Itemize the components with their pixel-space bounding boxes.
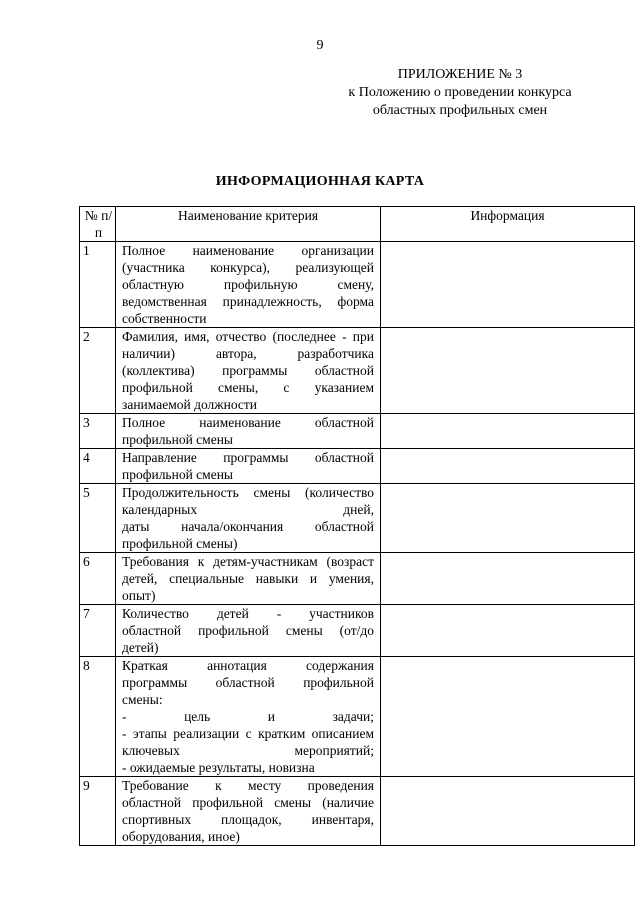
criterion-text-line: наличии) автора, разработчика xyxy=(122,346,374,361)
criterion-text-line: (участника конкурса), реализующей xyxy=(122,260,374,275)
table-row xyxy=(80,242,635,328)
criterion-text-line: спортивных площадок, инвентаря, xyxy=(122,812,374,827)
criterion-text-line: профильной смены xyxy=(122,432,233,447)
criterion-text-line: оборудования, иное) xyxy=(122,829,240,844)
criterion-cell xyxy=(116,553,381,605)
criterion-cell xyxy=(116,777,381,846)
table-row xyxy=(80,449,635,484)
criterion-cell xyxy=(116,414,381,449)
criterion-text-line: Требования к детям-участникам (возраст xyxy=(122,554,374,569)
criterion-text-line: - этапы реализации с кратким описанием xyxy=(122,726,374,741)
criterion-text-line: даты начала/окончания областной xyxy=(122,519,374,534)
row-number: 3 xyxy=(80,414,116,449)
table-row xyxy=(80,414,635,449)
information-cell[interactable] xyxy=(381,553,635,605)
criterion-cell xyxy=(116,242,381,328)
criterion-text-line: Продолжительность смены (количество xyxy=(122,485,374,500)
criterion-text-line: Полное наименование областной xyxy=(122,415,374,430)
criterion-text-line: - ожидаемые результаты, новизна xyxy=(122,760,315,775)
criterion-cell xyxy=(116,449,381,484)
criterion-text-line: Количество детей - участников xyxy=(122,606,374,621)
criterion-cell xyxy=(116,657,381,777)
appendix-block xyxy=(320,66,600,120)
page-number: 9 xyxy=(316,38,324,53)
table-row xyxy=(80,553,635,605)
information-cell[interactable] xyxy=(381,605,635,657)
information-cell[interactable] xyxy=(381,242,635,328)
appendix-line-2: к Положению о проведении конкурса xyxy=(348,85,572,100)
information-card-table xyxy=(79,206,635,846)
row-number: 7 xyxy=(80,605,116,657)
header-criterion: Наименование критерия xyxy=(116,207,381,242)
appendix-line-1: ПРИЛОЖЕНИЕ № 3 xyxy=(397,67,523,82)
row-number: 5 xyxy=(80,484,116,553)
criterion-text-line: (коллектива) программы областной xyxy=(122,363,374,378)
criterion-text-line: областную профильную смену, xyxy=(122,277,374,292)
criterion-text-line: смены: xyxy=(122,692,163,707)
table-row xyxy=(80,657,635,777)
table-row xyxy=(80,484,635,553)
information-cell[interactable] xyxy=(381,414,635,449)
criterion-text-line: календарных дней, xyxy=(122,502,374,517)
information-cell[interactable] xyxy=(381,484,635,553)
criterion-text-line: программы областной профильной xyxy=(122,675,374,690)
criterion-text-line: - цель и задачи; xyxy=(122,709,374,724)
row-number: 8 xyxy=(80,657,116,777)
criterion-text-line: областной профильной смены (наличие xyxy=(122,795,374,810)
criterion-text-line: собственности xyxy=(122,311,207,326)
criterion-text-line: ключевых мероприятий; xyxy=(122,743,374,758)
criterion-text-line: Направление программы областной xyxy=(122,450,374,465)
criterion-text-line: Требование к месту проведения xyxy=(122,778,374,793)
table-row xyxy=(80,777,635,846)
table-row xyxy=(80,605,635,657)
document-title: ИНФОРМАЦИОННАЯ КАРТА xyxy=(215,174,425,189)
information-cell[interactable] xyxy=(381,777,635,846)
row-number: 4 xyxy=(80,449,116,484)
table-row xyxy=(80,328,635,414)
criterion-text-line: ведомственная принадлежность, форма xyxy=(122,294,374,309)
header-number: № п/п xyxy=(80,207,116,242)
row-number: 9 xyxy=(80,777,116,846)
information-cell[interactable] xyxy=(381,449,635,484)
criterion-text-line: профильной смены xyxy=(122,467,233,482)
criterion-text-line: профильной смены) xyxy=(122,536,238,551)
criterion-text-line: Полное наименование организации xyxy=(122,243,374,258)
criterion-text-line: профильной смены, с указанием xyxy=(122,380,374,395)
criterion-text-line: областной профильной смены (от/до xyxy=(122,623,374,638)
information-cell[interactable] xyxy=(381,328,635,414)
criterion-cell xyxy=(116,484,381,553)
criterion-text-line: детей) xyxy=(122,640,159,655)
row-number: 6 xyxy=(80,553,116,605)
appendix-line-3: областных профильных смен xyxy=(372,103,548,118)
information-cell[interactable] xyxy=(381,657,635,777)
row-number: 2 xyxy=(80,328,116,414)
header-information: Информация xyxy=(381,207,635,242)
criterion-text-line: опыт) xyxy=(122,588,156,603)
table-header-row xyxy=(80,207,635,242)
criterion-text-line: Краткая аннотация содержания xyxy=(122,658,374,673)
criterion-cell xyxy=(116,328,381,414)
criterion-cell xyxy=(116,605,381,657)
row-number: 1 xyxy=(80,242,116,328)
criterion-text-line: Фамилия, имя, отчество (последнее - при xyxy=(122,329,374,344)
criterion-text-line: занимаемой должности xyxy=(122,397,258,412)
criterion-text-line: детей, специальные навыки и умения, xyxy=(122,571,374,586)
